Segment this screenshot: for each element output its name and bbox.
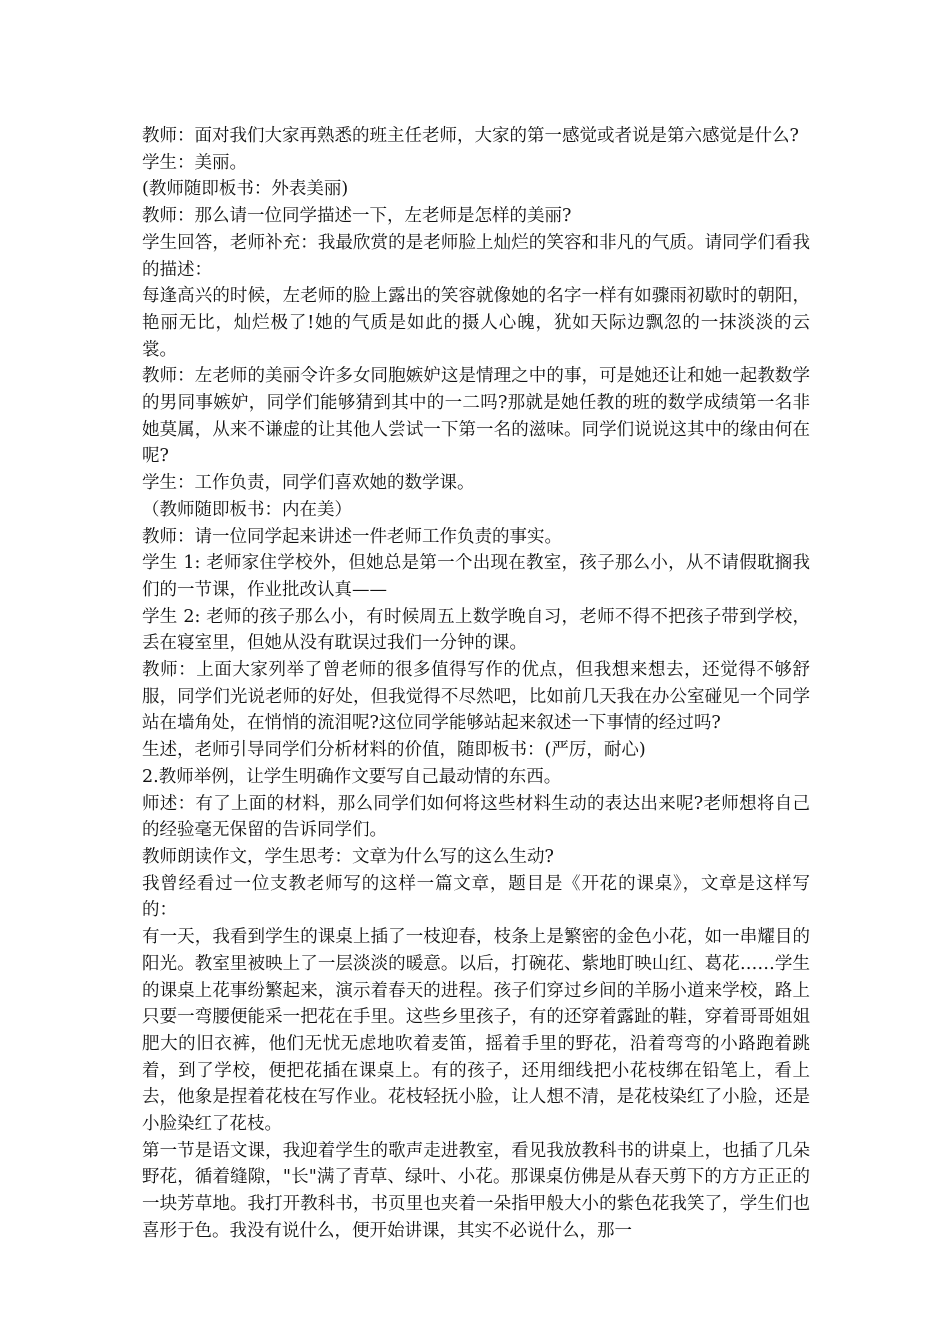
paragraph: 教师：左老师的美丽令许多女同胞嫉妒这是情理之中的事，可是她还让和她一起教数学的男同事嫉妒，同学们能够猜到其中的一二吗?那就是她任教的班的数学成绩第一名非她莫属，从来不谦虚的让其他人尝试一下第一名的滋味。同学们说说这其中的缘由何在呢? [142, 366, 810, 467]
paragraph: (教师随即板书：外表美丽) [142, 179, 349, 200]
paragraph: 学生 2: 老师的孩子那么小，有时候周五上数学晚自习，老师不得不把孩子带到学校，丢在寝室里，但她从没有耽误过我们一分钟的课。 [142, 606, 810, 654]
paragraph: 学生 1: 老师家住学校外，但她总是第一个出现在教室，孩子那么小，从不请假耽搁我们的一节课，作业批改认真—— [142, 553, 810, 600]
paragraph: 学生回答，老师补充：我最欣赏的是老师脸上灿烂的笑容和非凡的气质。请同学们看我的描述： [142, 232, 810, 280]
paragraph: 师述：有了上面的材料，那么同学们如何将这些材料生动的表达出来呢?老师想将自己的经验毫无保留的告诉同学们。 [142, 793, 810, 841]
paragraph: 教师：请一位同学起来讲述一件老师工作负责的事实。 [142, 526, 562, 547]
paragraph: 我曾经看过一位支教老师写的这样一篇文章，题目是《开花的课桌》，文章是这样写的： [142, 873, 810, 921]
paragraph: 学生：工作负责，同学们喜欢她的数学课。 [142, 473, 475, 494]
paragraph: 生述，老师引导同学们分析材料的价值，随即板书：(严厉，耐心) [142, 740, 646, 761]
document-page [142, 123, 810, 1245]
paragraph: 教师：面对我们大家再熟悉的班主任老师，大家的第一感觉或者说是第六感觉是什么? [142, 126, 799, 146]
paragraph: 2.教师举例，让学生明确作文要写自己最动情的东西。 [142, 766, 562, 787]
paragraph: 学生：美丽。 [142, 152, 247, 173]
paragraph: 教师：上面大家列举了曾老师的很多值得写作的优点，但我想来想去，还觉得不够舒服，同学们光说老师的好处，但我觉得不尽然吧，比如前几天我在办公室碰见一个同学站在墙角处，在悄悄的流泪呢?这位同学能够站起来叙述一下事情的经过吗? [142, 660, 810, 734]
paragraph: 教师：那么请一位同学描述一下，左老师是怎样的美丽? [142, 206, 572, 227]
paragraph: 第一节是语文课，我迎着学生的歌声走进教室，看见我放教科书的讲桌上，也插了几朵野花，循着缝隙，"长"满了青草、绿叶、小花。那课桌仿佛是从春天剪下的方方正正的一块芳草地。我打开教科书，书页里也夹着一朵指甲般大小的紫色花我笑了，学生们也喜形于色。我没有说什么，便开始讲课，其实不必说什么，那一 [142, 1140, 810, 1241]
paragraph: （教师随即板书：内在美） [142, 499, 352, 520]
paragraph: 教师朗读作文，学生思考：文章为什么写的这么生动? [142, 846, 554, 867]
paragraph: 每逢高兴的时候，左老师的脸上露出的笑容就像她的名字一样有如骤雨初歇时的朝阳，艳丽无比，灿烂极了!她的气质是如此的摄人心魄，犹如天际边飘忽的一抹淡淡的云裳。 [142, 286, 810, 360]
paragraph: 有一天，我看到学生的课桌上插了一枝迎春，枝条上是繁密的金色小花，如一串耀目的阳光。教室里被映上了一层淡淡的暖意。以后，打碗花、紫地盯映山红、葛花……学生的课桌上花事纷繁起来，演示着春天的进程。孩子们穿过乡间的羊肠小道来学校，路上只要一弯腰便能采一把花在手里。这些乡里孩子，有的还穿着露趾的鞋，穿着哥哥姐姐肥大的旧衣裤，他们无忧无虑地吹着麦笛，摇着手里的野花，沿着弯弯的小路跑着跳着，到了学校，便把花插在课桌上。有的孩子，还用细线把小花枝绑在铅笔上，看上去，他象是捏着花枝在写作业。花枝轻抚小脸，让人想不清，是花枝染红了小脸，还是小脸染红了花枝。 [142, 927, 810, 1135]
